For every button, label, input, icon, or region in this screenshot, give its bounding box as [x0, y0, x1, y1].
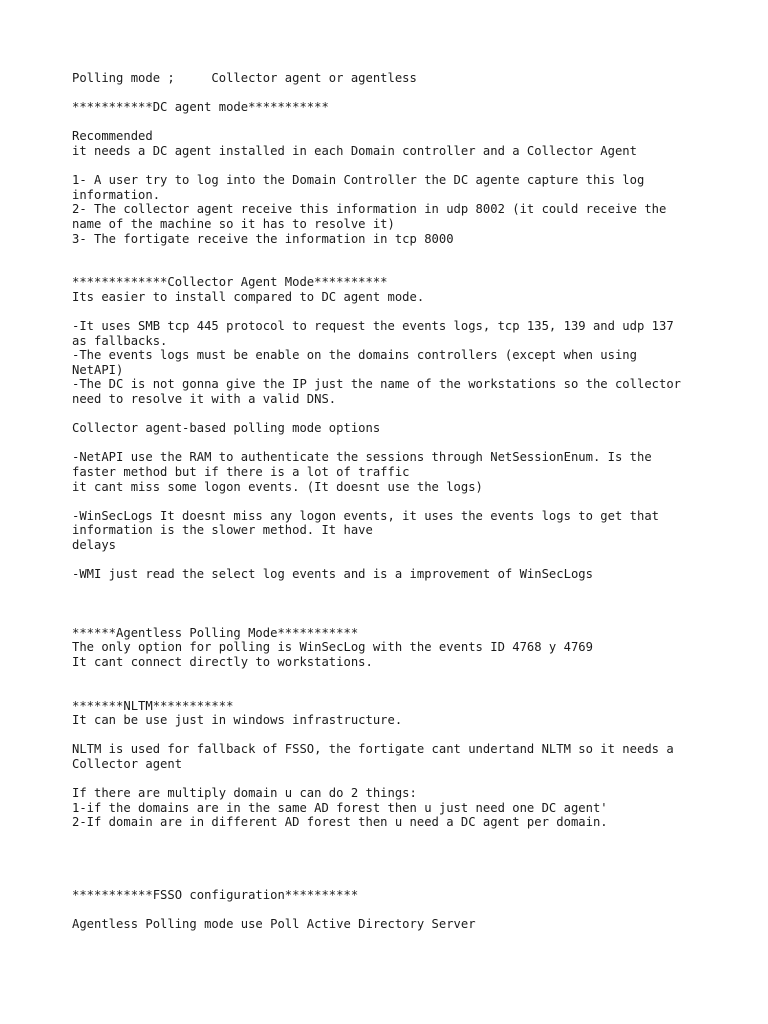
text-line: -WinSecLogs It doesnt miss any logon events, it uses the events logs to get that — [72, 508, 659, 523]
blank-line — [72, 669, 712, 684]
text-line: 1- A user try to log into the Domain Controller the DC agente capture this log — [72, 173, 645, 188]
text-line: Agentless Polling mode use Poll Active Directory Server — [72, 917, 476, 932]
blank-line — [72, 159, 712, 174]
blank-line — [72, 874, 712, 889]
blank-line — [72, 859, 712, 874]
text-line: 3- The fortigate receive the information in tcp 8000 — [72, 231, 454, 246]
text-line: Recommended — [72, 129, 153, 144]
text-line: The only option for polling is WinSecLog with the events ID 4768 y 4769 — [72, 640, 593, 655]
text-line: 2-If domain are in different AD forest then u need a DC agent per domain. — [72, 815, 608, 830]
blank-line — [72, 728, 712, 743]
text-line: -The DC is not gonna give the IP just the name of the workstations so the collector — [72, 377, 682, 392]
blank-line — [72, 407, 712, 422]
text-line: it cant miss some logon events. (It doesnt use the logs) — [72, 479, 483, 494]
blank-line — [72, 684, 712, 699]
blank-line — [72, 305, 712, 320]
text-line: 2- The collector agent receive this information in udp 8002 (it could receive the — [72, 202, 667, 217]
text-line: it needs a DC agent installed in each Domain controller and a Collector Agent — [72, 143, 637, 158]
text-line: -The events logs must be enable on the domains controllers (except when using — [72, 348, 637, 363]
blank-line — [72, 844, 712, 859]
blank-line — [72, 830, 712, 845]
text-line: NetAPI) — [72, 362, 124, 377]
text-line: delays — [72, 538, 117, 552]
blank-line — [72, 611, 712, 626]
text-line: name of the machine so it has to resolve it) — [72, 216, 395, 231]
text-line: Collector agent-based polling mode options — [72, 421, 381, 436]
text-line: ******Agentless Polling Mode*********** — [72, 625, 359, 640]
blank-line — [72, 261, 712, 276]
document-page — [72, 71, 712, 932]
blank-line — [72, 596, 712, 611]
blank-line — [72, 553, 712, 568]
text-line: -WMI just read the select log events and is a improvement of WinSecLogs — [72, 567, 593, 582]
text-line: If there are multiply domain u can do 2 things: — [72, 786, 417, 801]
text-line: 1-if the domains are in the same AD forest then u just need one DC agent' — [72, 800, 608, 815]
blank-line — [72, 86, 712, 101]
text-line: information is the slower method. It have — [72, 523, 373, 538]
blank-line — [72, 494, 712, 509]
blank-line — [72, 903, 712, 918]
text-line: faster method but if there is a lot of traffic — [72, 465, 410, 480]
text-line: It can be use just in windows infrastructure. — [72, 713, 403, 728]
text-line: It cant connect directly to workstations. — [72, 654, 373, 669]
text-line: *******NLTM*********** — [72, 698, 234, 713]
blank-line — [72, 115, 712, 130]
text-line: information. — [72, 187, 161, 202]
text-line: need to resolve it with a valid DNS. — [72, 392, 337, 407]
text-line: NLTM is used for fallback of FSSO, the fortigate cant undertand NLTM so it needs a — [72, 742, 674, 757]
blank-line — [72, 772, 712, 787]
text-line: *************Collector Agent Mode********** — [72, 275, 388, 290]
text-line: Its easier to install compared to DC agent mode. — [72, 289, 425, 304]
blank-line — [72, 246, 712, 261]
text-line: -It uses SMB tcp 445 protocol to request the events logs, tcp 135, 139 and udp 137 — [72, 319, 674, 334]
blank-line — [72, 436, 712, 451]
text-line: Collector agent — [72, 756, 183, 771]
text-line: as fallbacks. — [72, 333, 168, 348]
blank-line — [72, 582, 712, 597]
text-line: ***********FSSO configuration********** — [72, 888, 359, 903]
text-line: Polling mode ; Collector agent or agentless — [72, 71, 417, 85]
text-line: ***********DC agent mode*********** — [72, 100, 329, 115]
text-line: -NetAPI use the RAM to authenticate the sessions through NetSessionEnum. Is the — [72, 450, 652, 465]
